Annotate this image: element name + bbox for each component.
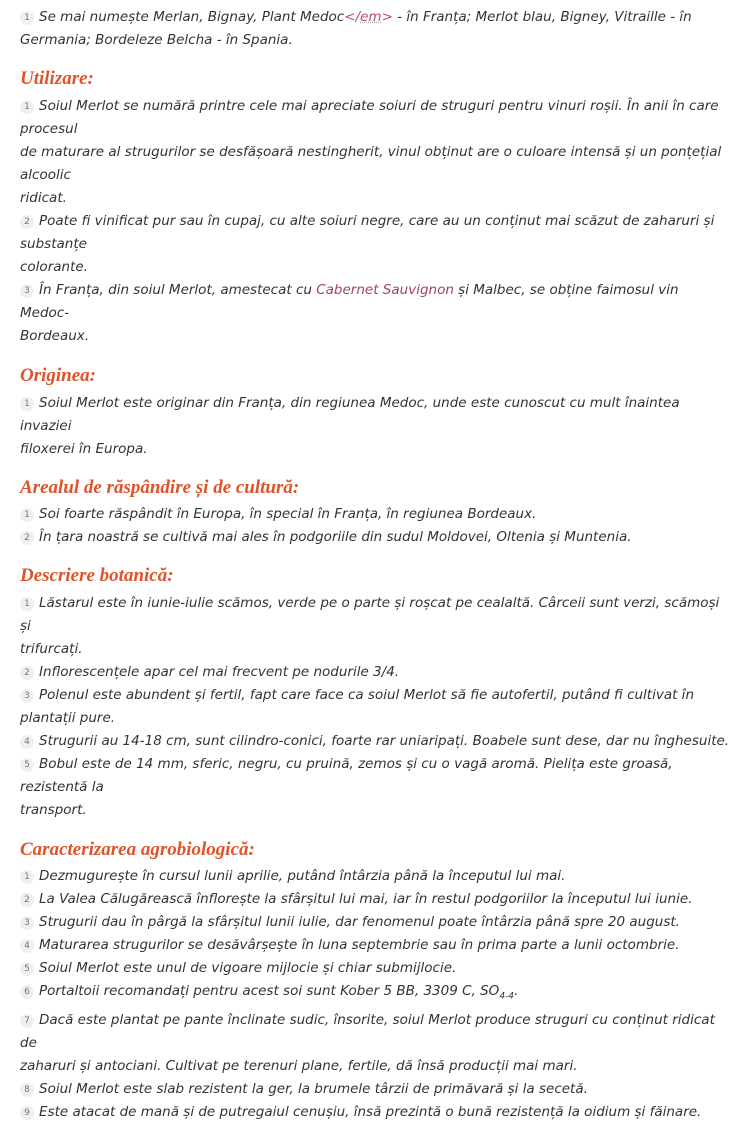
list-item-text: Bobul este de 14 mm, sferic, negru, cu pruină, zemos și cu o vagă aromă. Pielița este groasă, rezistentă la: [20, 756, 673, 795]
list-item: [20, 210, 730, 256]
stray-tag-open: </: [344, 9, 361, 25]
list-number: 1: [20, 597, 34, 611]
list-item-text: În Franța, din soiul Merlot, amestecat cu: [39, 282, 317, 298]
list-item-text: Strugurii au 14-18 cm, sunt cilindro-conici, foarte rar uniaripați. Boabele sunt dese, dar nu înghesuite.: [39, 733, 730, 749]
list-number: 7: [20, 1014, 34, 1028]
list-number: 4: [20, 735, 34, 749]
list-item: [20, 980, 730, 1009]
list-item-text: Maturarea strugurilor se desăvârșește în luna septembrie sau în prima parte a lunii octombrie.: [39, 937, 680, 953]
list-item-continuation: Bordeaux.: [20, 328, 90, 344]
list-item-text: Dezmugurește în cursul lunii aprilie, putând întârzia până la începutul lui mai.: [39, 868, 566, 884]
list-item-continuation: filoxerei în Europa.: [20, 441, 148, 457]
list-number: 1: [20, 397, 34, 411]
list-number: 2: [20, 215, 34, 229]
section-caracterizarea: [0, 838, 750, 1124]
intro-section: [0, 6, 750, 52]
list-item: [20, 592, 730, 638]
list-item-text: La Valea Călugărească înflorește la sfârșitul lui mai, iar în restul podgoriilor la începutul lui iunie.: [39, 891, 693, 907]
list-number: 6: [20, 985, 34, 999]
list-item: [20, 1009, 730, 1055]
list-number: 4: [20, 939, 34, 953]
list-item-text: Dacă este plantat pe pante înclinate sudic, însorite, soiul Merlot produce struguri cu conținut ridicat de: [20, 1011, 715, 1051]
intro-pre: Se mai numește: [39, 9, 154, 25]
heading-caracterizarea: Caracterizarea agrobiologică:: [20, 839, 255, 860]
list-item: [20, 934, 730, 957]
list-item: [20, 1101, 730, 1124]
list-item: [20, 865, 730, 888]
stray-tag-name: em: [360, 9, 382, 25]
list-item-text: Este atacat de mană și de putregaiul cenușiu, însă prezintă o bună rezistență la oidium și făinare.: [39, 1103, 702, 1120]
list-number: 1: [20, 100, 34, 114]
heading-arealul: Arealul de răspândire și de cultură:: [20, 477, 300, 498]
intro-synonyms: Merlan, Bignay, Plant Medoc: [153, 9, 345, 25]
list-number: 2: [20, 893, 34, 907]
list-number: 5: [20, 962, 34, 976]
list-item-text: Soi foarte răspândit în Europa, în special în Franța, în regiunea Bordeaux.: [39, 506, 537, 522]
list-item: [20, 392, 730, 438]
list-item: [20, 279, 730, 325]
list-item: [20, 503, 730, 526]
list-item-continuation: zaharuri și antociani. Cultivat pe terenuri plane, fertile, dă însă producții mai mari.: [20, 1057, 578, 1074]
intro-rest: - în Franța; Merlot blau, Bigney, Vitraille - în: [392, 9, 692, 25]
section-utilizare: [0, 67, 750, 348]
stray-tag-close: >: [381, 9, 393, 25]
list-item: [20, 526, 730, 549]
list-item: [20, 911, 730, 934]
list-number: 2: [20, 666, 34, 680]
list-number: 1: [20, 508, 34, 522]
section-arealul: [0, 476, 750, 549]
section-originea: [0, 364, 750, 461]
list-number: 9: [20, 1106, 34, 1120]
list-item-text: Polenul este abundent și fertil, fapt care face ca soiul Merlot să fie autofertil, putând fi cultivat în plantații pure.: [20, 687, 694, 726]
list-item-continuation: colorante.: [20, 259, 88, 275]
section-descriere: [0, 564, 750, 822]
list-number: 3: [20, 284, 34, 298]
list-item-text: Soiul Merlot este slab rezistent la ger, la brumele târzii de primăvară și la secetă.: [39, 1080, 588, 1097]
list-item-continuation: de maturare al strugurilor se desfășoară nestingherit, vinul obținut are o culoare intensă și un ponțețial alcoolic: [20, 144, 722, 183]
list-item-continuation: transport.: [20, 802, 87, 818]
list-item: [20, 661, 730, 684]
list-item-text: Soiul Merlot este unul de vigoare mijlocie și chiar submijlocie.: [39, 960, 457, 976]
list-item-text: Inflorescențele apar cel mai frecvent pe nodurile 3/4.: [39, 664, 400, 680]
list-number: 1: [20, 870, 34, 884]
heading-originea: Originea:: [20, 365, 96, 386]
intro-line-2: Germania; Bordeleze Belcha - în Spania.: [20, 32, 293, 48]
list-item-text: Poate fi vinificat pur sau în cupaj, cu alte soiuri negre, care au un conținut mai scăzut de zaharuri și substanțe: [20, 213, 715, 252]
list-item: [20, 888, 730, 911]
cabernet-sauvignon-link[interactable]: Cabernet Sauvignon: [316, 282, 454, 298]
list-item: [20, 95, 730, 141]
list-item: [20, 730, 730, 753]
list-number: 3: [20, 689, 34, 703]
list-item-continuation: ridicat.: [20, 190, 67, 206]
list-item-text: Strugurii dau în pârgă la sfârșitul lunii iulie, dar fenomenul poate întârzia până spre 20 august.: [39, 914, 680, 930]
list-number: 1: [20, 11, 34, 25]
subscript: 4-4: [499, 991, 515, 1002]
list-item: [20, 1078, 730, 1101]
list-item-text: Soiul Merlot se numără printre cele mai apreciate soiuri de struguri pentru vinuri roșii. În anii în care procesul: [20, 98, 719, 137]
heading-descriere: Descriere botanică:: [20, 565, 174, 586]
list-item-text: Lăstarul este în iunie-iulie scămos, verde pe o parte și roșcat pe cealaltă. Cârceii sunt verzi, scămoși și: [20, 595, 720, 634]
list-item: [20, 753, 730, 799]
list-number: 8: [20, 1083, 34, 1097]
list-item-continuation: trifurcați.: [20, 641, 83, 657]
intro-line-1: [20, 6, 730, 29]
list-item: [20, 684, 730, 730]
list-item-text: și Malbec, se obține faimosul vin Medoc-: [20, 282, 679, 321]
list-item-text: Soiul Merlot este originar din Franța, din regiunea Medoc, unde este cunoscut cu mult înaintea invaziei: [20, 395, 680, 434]
list-number: 5: [20, 758, 34, 772]
list-item-text: În țara noastră se cultivă mai ales în podgoriile din sudul Moldovei, Oltenia și Muntenia.: [39, 529, 632, 545]
list-item-text: Portaltoii recomandați pentru acest soi sunt Kober 5 BB, 3309 C, SO: [39, 983, 500, 999]
list-number: 2: [20, 531, 34, 545]
list-number: 3: [20, 916, 34, 930]
list-item-text: .: [514, 983, 519, 999]
heading-utilizare: Utilizare:: [20, 68, 94, 89]
